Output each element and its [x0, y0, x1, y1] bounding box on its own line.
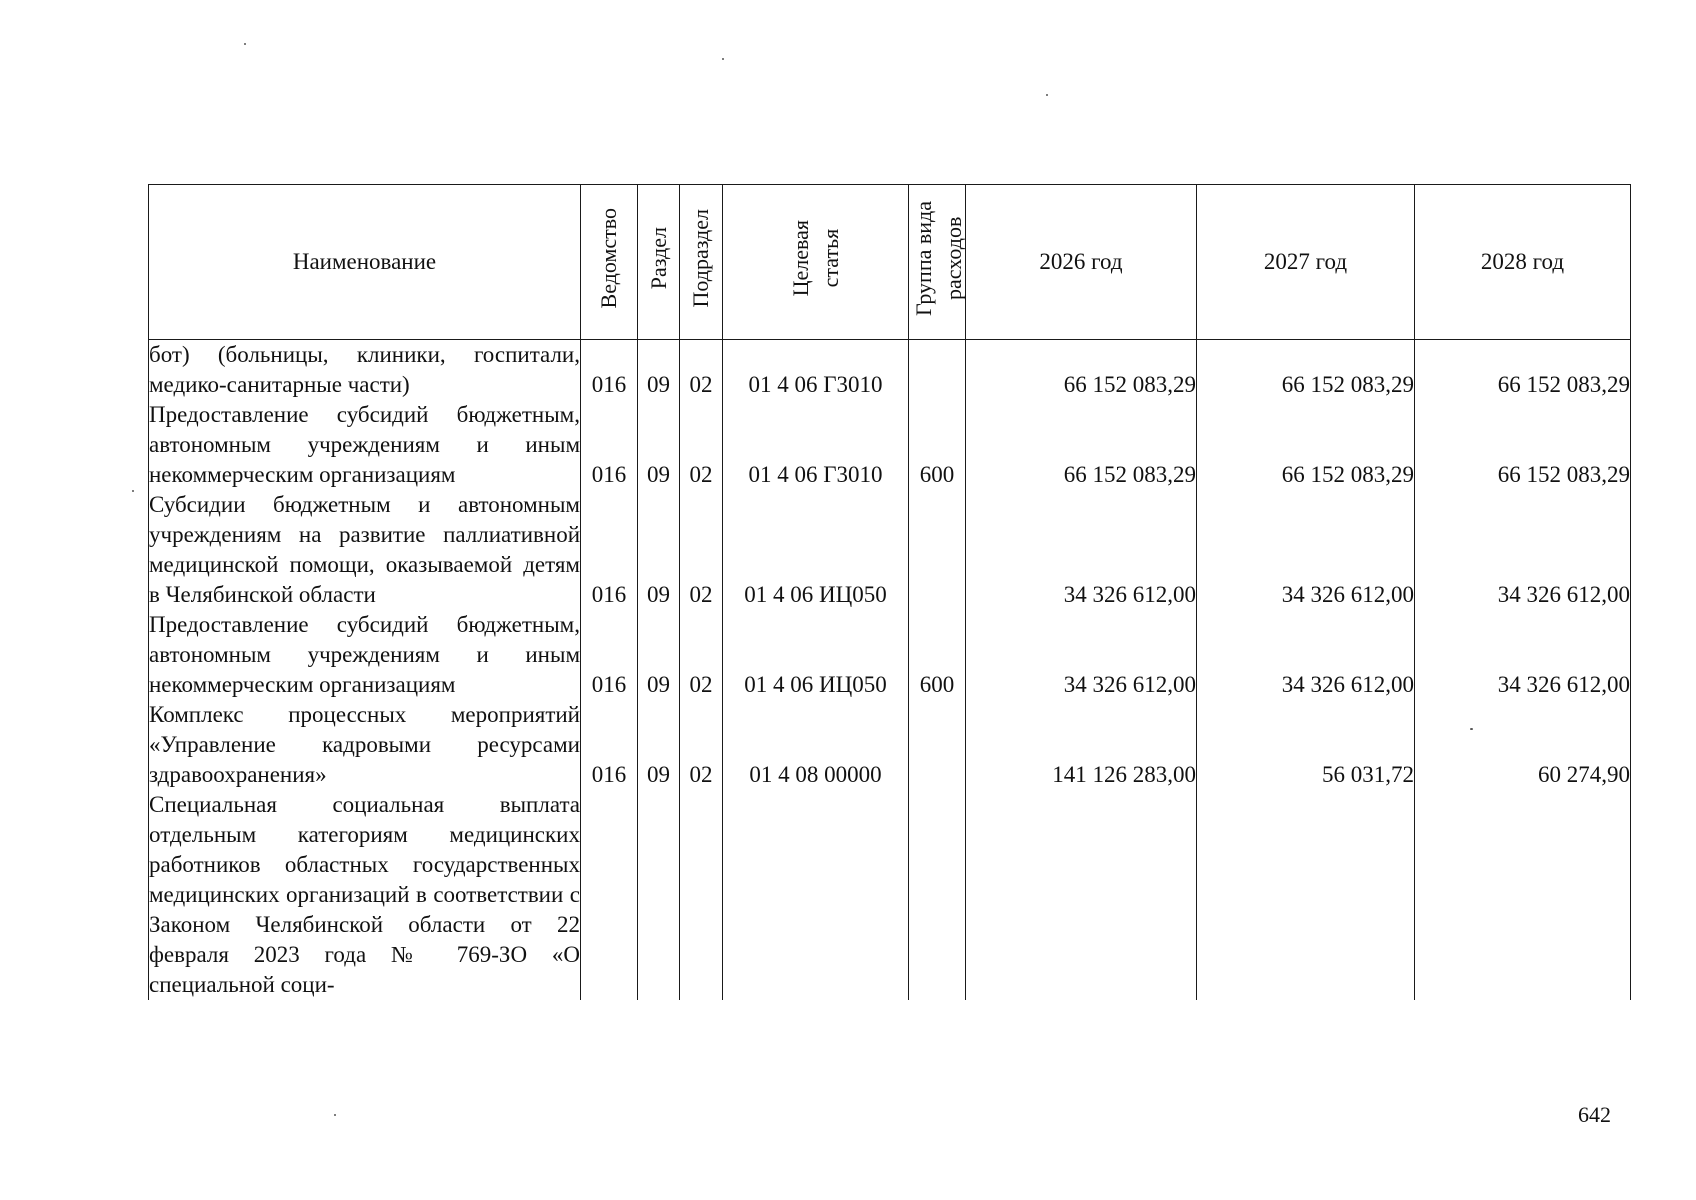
row-amount-2027: 56 031,72 [1197, 700, 1415, 790]
row-subsection: 02 [680, 490, 723, 610]
header-name [149, 185, 581, 340]
row-dept: 016 [581, 700, 638, 790]
header-year-2026-label: 2026 год [1039, 249, 1123, 274]
header-dept [581, 185, 638, 340]
row-expense-group [909, 490, 966, 610]
row-section: 09 [638, 700, 680, 790]
scan-speck [132, 490, 134, 492]
row-amount-2026: 141 126 283,00 [966, 700, 1197, 790]
row-dept: 016 [581, 610, 638, 700]
scan-speck [334, 1114, 336, 1116]
row-name: Предоставление субсидий бюджетным, автономным учреждениям и иным некоммерческим организациям [149, 400, 581, 490]
header-year-2028 [1415, 185, 1631, 340]
row-dept [581, 790, 638, 1000]
header-year-2027-label: 2027 год [1263, 249, 1348, 274]
row-section: 09 [638, 610, 680, 700]
row-name: Предоставление субсидий бюджетным, автономным учреждениям и иным некоммерческим организациям [149, 610, 581, 700]
row-target: 01 4 06 Г3010 [723, 340, 909, 401]
row-expense-group [909, 340, 966, 401]
header-dept-label: Ведомство [596, 207, 621, 309]
page-number: 642 [1578, 1102, 1611, 1127]
row-amount-2028: 34 326 612,00 [1415, 490, 1631, 610]
row-amount-2028: 60 274,90 [1415, 700, 1631, 790]
row-amount-2028: 66 152 083,29 [1415, 400, 1631, 490]
table-row [149, 490, 1631, 610]
row-amount-2027: 34 326 612,00 [1197, 490, 1415, 610]
row-amount-2026: 34 326 612,00 [966, 490, 1197, 610]
row-amount-2027: 34 326 612,00 [1197, 610, 1415, 700]
header-name-label: Наименование [292, 249, 437, 274]
table-row [149, 610, 1631, 700]
row-subsection [680, 790, 723, 1000]
scan-speck [1046, 94, 1048, 96]
row-amount-2027: 66 152 083,29 [1197, 400, 1415, 490]
row-amount-2028: 34 326 612,00 [1415, 610, 1631, 700]
row-subsection: 02 [680, 700, 723, 790]
table-row [149, 340, 1631, 401]
header-section-label: Раздел [645, 226, 671, 290]
row-amount-2026: 66 152 083,29 [966, 400, 1197, 490]
row-amount-2028: 66 152 083,29 [1415, 340, 1631, 401]
table-row [149, 700, 1631, 790]
header-expense-group-label: Группа вида расходов [911, 200, 966, 316]
row-name: Субсидии бюджетным и автономным учреждениям на развитие паллиативной медицинской помощи, оказываемой детям в Челябинской области [149, 490, 581, 610]
row-amount-2027 [1197, 790, 1415, 1000]
scan-speck [1470, 728, 1473, 730]
row-target: 01 4 06 ИЦ050 [723, 610, 909, 700]
row-dept: 016 [581, 340, 638, 401]
row-subsection: 02 [680, 610, 723, 700]
row-name: Комплекс процессных мероприятий «Управление кадровыми ресурсами здравоохранения» [149, 700, 581, 790]
row-name: бот) (больницы, клиники, госпитали, медико-санитарные части) [149, 340, 581, 401]
scan-speck [244, 43, 246, 45]
row-target [723, 790, 909, 1000]
header-target [723, 185, 909, 340]
header-section [638, 185, 680, 340]
row-section: 09 [638, 340, 680, 401]
row-section: 09 [638, 490, 680, 610]
table-header-row [149, 185, 1631, 340]
table-row [149, 400, 1631, 490]
row-target: 01 4 06 Г3010 [723, 400, 909, 490]
budget-table [148, 184, 1631, 1000]
row-section [638, 790, 680, 1000]
row-subsection: 02 [680, 340, 723, 401]
row-subsection: 02 [680, 400, 723, 490]
row-amount-2026: 66 152 083,29 [966, 340, 1197, 401]
header-year-2028-label: 2028 год [1480, 249, 1565, 274]
row-amount-2026 [966, 790, 1197, 1000]
table-row [149, 790, 1631, 1000]
row-amount-2026: 34 326 612,00 [966, 610, 1197, 700]
row-amount-2028 [1415, 790, 1631, 1000]
scan-speck [722, 58, 724, 60]
row-expense-group [909, 790, 966, 1000]
row-expense-group: 600 [909, 400, 966, 490]
row-dept: 016 [581, 490, 638, 610]
header-target-label: Целевая статья [787, 219, 843, 297]
row-expense-group: 600 [909, 610, 966, 700]
row-amount-2027: 66 152 083,29 [1197, 340, 1415, 401]
row-target: 01 4 06 ИЦ050 [723, 490, 909, 610]
row-name: Специальная социальная выплата отдельным категориям медицинских работников областных государственных медицинских организаций в соответствии с Законом Челябинской области от 22 февраля 2023 года № 769-ЗО «О специальной соци- [149, 790, 581, 1000]
row-dept: 016 [581, 400, 638, 490]
header-expense-group [909, 185, 966, 340]
row-section: 09 [638, 400, 680, 490]
header-year-2027 [1197, 185, 1415, 340]
header-subsection [680, 185, 723, 340]
budget-table-container [148, 184, 1630, 1086]
row-expense-group [909, 700, 966, 790]
row-target: 01 4 08 00000 [723, 700, 909, 790]
header-subsection-label: Подраздел [688, 208, 713, 308]
header-year-2026 [966, 185, 1197, 340]
